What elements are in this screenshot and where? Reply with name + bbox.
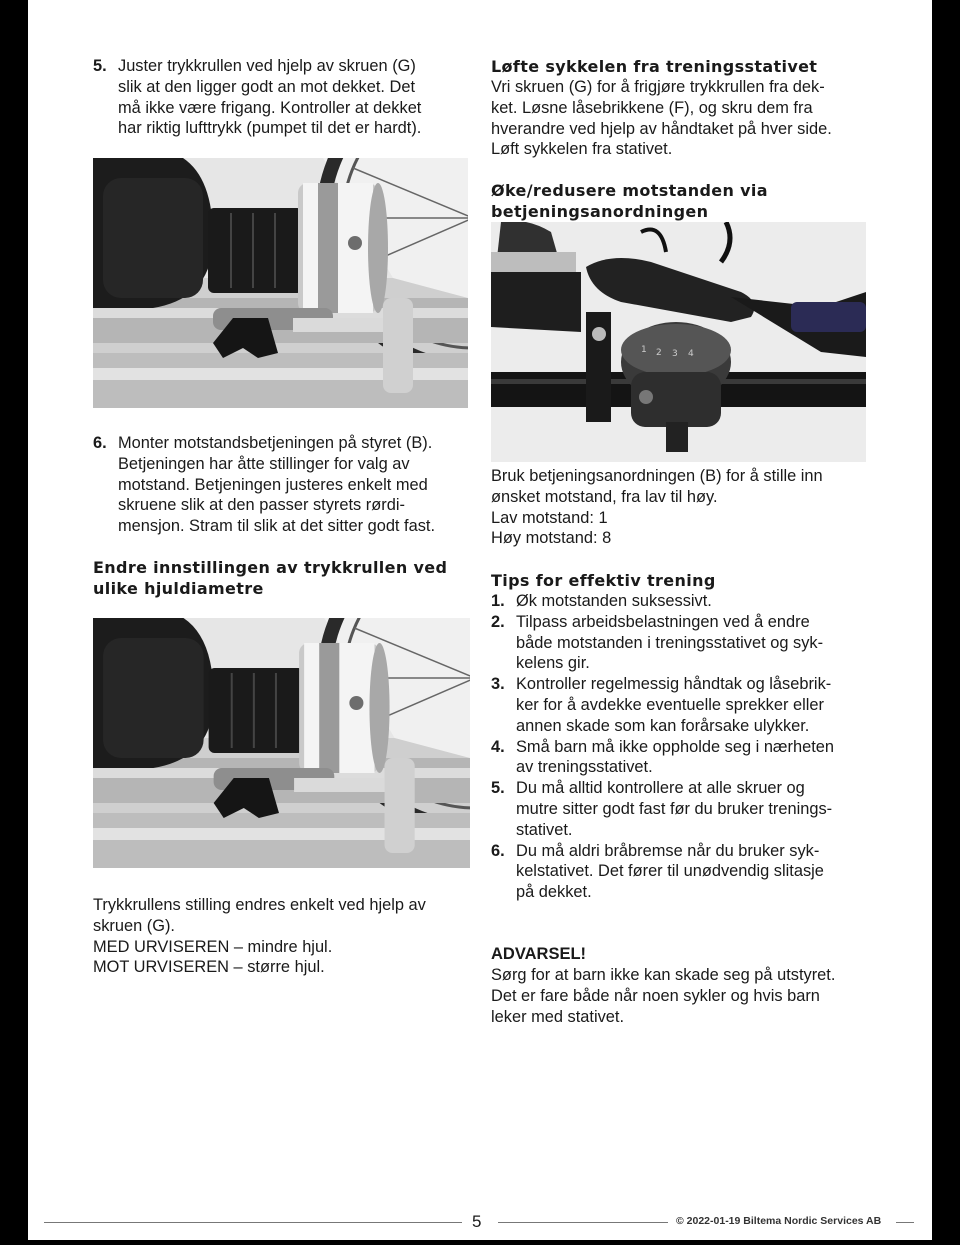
tip-line: Små barn må ikke oppholde seg i nærheten — [516, 737, 834, 756]
heading-resistance — [491, 180, 876, 222]
adjust-line: Trykkrullens stilling endres enkelt ved hjelp av — [93, 896, 426, 914]
tip-number: 3. — [491, 675, 505, 694]
warning-line: Sørg for at barn ikke kan skade seg på utstyret. — [491, 966, 836, 984]
footer-rule-middle — [498, 1222, 668, 1223]
heading-line: ulike hjuldiametre — [93, 579, 264, 598]
warning-line: leker med stativet. — [491, 1007, 624, 1026]
tip-line: ker for å avdekke eventuelle sprekker eller — [516, 695, 824, 714]
lift-line: hverandre ved hjelp av håndtaket på hver side. — [491, 119, 832, 138]
tip-line: av treningsstativet. — [516, 758, 653, 777]
tip-line: kelstativet. Det fører til unødvendig slitasje — [516, 862, 824, 881]
resistance-line: Høy motstand: 8 — [491, 529, 612, 548]
step-6-line: Betjeningen har åtte stillinger for valg av — [118, 454, 410, 473]
tip-line: Du må aldri bråbremse når du bruker syk- — [516, 841, 820, 860]
resistance-text — [491, 466, 876, 549]
tip-line: stativet. — [516, 820, 573, 839]
document-page — [28, 0, 932, 1240]
tip-item — [491, 591, 876, 612]
lift-line: ket. Løsne låsebrikkene (F), og skru dem fra — [491, 98, 813, 117]
warning-heading: ADVARSEL! — [491, 945, 587, 963]
dial-number: 1 — [641, 345, 647, 355]
step-5-number: 5. — [93, 57, 107, 75]
step-5-line: må ikke være frigang. Kontroller at dekket — [118, 98, 422, 117]
resistance-line: Bruk betjeningsanordningen (B) for å stille inn — [491, 467, 823, 485]
tip-line: annen skade som kan forårsake ulykker. — [516, 716, 810, 735]
tip-number: 1. — [491, 592, 505, 610]
adjust-line: skruen (G). — [93, 916, 175, 935]
heading-lift-bike: Løfte sykkelen fra treningsstativet — [491, 57, 818, 76]
dial-number: 2 — [656, 348, 662, 358]
heading-tips: Tips for effektiv trening — [491, 571, 716, 590]
footer-rule-right — [896, 1222, 914, 1223]
tip-line: Tilpass arbeidsbelastningen ved å endre — [516, 612, 810, 631]
step-6-line: skruene slik at den passer styrets rørdi- — [118, 496, 405, 515]
lift-line: Løft sykkelen fra stativet. — [491, 140, 673, 159]
tip-line: mutre sitter godt fast før du bruker trenings- — [516, 799, 833, 818]
tip-line: kelens gir. — [516, 654, 590, 673]
tip-number: 4. — [491, 737, 505, 756]
dial-number: 4 — [688, 349, 694, 359]
adjust-text — [93, 895, 478, 978]
tip-item — [491, 674, 876, 736]
page-number: 5 — [472, 1212, 482, 1231]
tips-list — [491, 591, 876, 903]
resistance-line: Lav motstand: 1 — [491, 508, 608, 527]
lift-text — [491, 77, 876, 160]
heading-line: Endre innstillingen av trykkrullen ved — [93, 558, 448, 577]
step-5-line: har riktig lufttrykk (pumpet til det er hardt). — [118, 119, 422, 138]
tip-item — [491, 778, 876, 840]
dial-number: 3 — [672, 349, 678, 359]
tip-item — [491, 612, 876, 674]
tip-number: 2. — [491, 612, 505, 631]
step-6-number: 6. — [93, 434, 107, 452]
step-6-line: mensjon. Stram til slik at det sitter godt fast. — [118, 517, 436, 536]
lift-line: Vri skruen (G) for å frigjøre trykkrullen fra dek- — [491, 78, 825, 96]
controller-photo — [491, 222, 866, 462]
tip-item — [491, 841, 876, 903]
heading-line: betjeningsanordningen — [491, 202, 709, 221]
warning-line: Det er fare både når noen sykler og hvis barn — [491, 986, 820, 1005]
footer-rule-left — [44, 1222, 462, 1223]
warning-text — [491, 965, 876, 1027]
tip-line: Øk motstanden suksessivt. — [516, 592, 712, 610]
adjust-line: MED URVISEREN – mindre hjul. — [93, 937, 333, 956]
heading-line: Øke/redusere motstanden via — [491, 181, 768, 200]
copyright: © 2022-01-19 Biltema Nordic Services AB — [676, 1215, 882, 1227]
roller-photo-1 — [93, 158, 468, 408]
heading-adjust-roller — [93, 557, 478, 599]
step-5 — [93, 56, 473, 139]
tip-line: Du må alltid kontrollere at alle skruer og — [516, 779, 805, 798]
roller-photo-2 — [93, 618, 470, 868]
tip-line: både motstanden i treningsstativet og syk- — [516, 633, 824, 652]
tip-number: 5. — [491, 779, 505, 798]
tip-number: 6. — [491, 841, 505, 860]
step-5-line: slik at den ligger godt an mot dekket. Det — [118, 77, 416, 96]
step-6-line: Monter motstandsbetjeningen på styret (B). — [118, 434, 433, 452]
step-6-line: motstand. Betjeningen justeres enkelt med — [118, 475, 428, 494]
tip-line: Kontroller regelmessig håndtak og låsebrik- — [516, 675, 832, 694]
step-5-line: Juster trykkrullen ved hjelp av skruen (G) — [118, 57, 416, 75]
resistance-line: ønsket motstand, fra lav til høy. — [491, 487, 718, 506]
adjust-line: MOT URVISEREN – større hjul. — [93, 958, 325, 977]
tip-line: på dekket. — [516, 883, 592, 902]
step-6 — [93, 433, 478, 537]
tip-item — [491, 737, 876, 779]
